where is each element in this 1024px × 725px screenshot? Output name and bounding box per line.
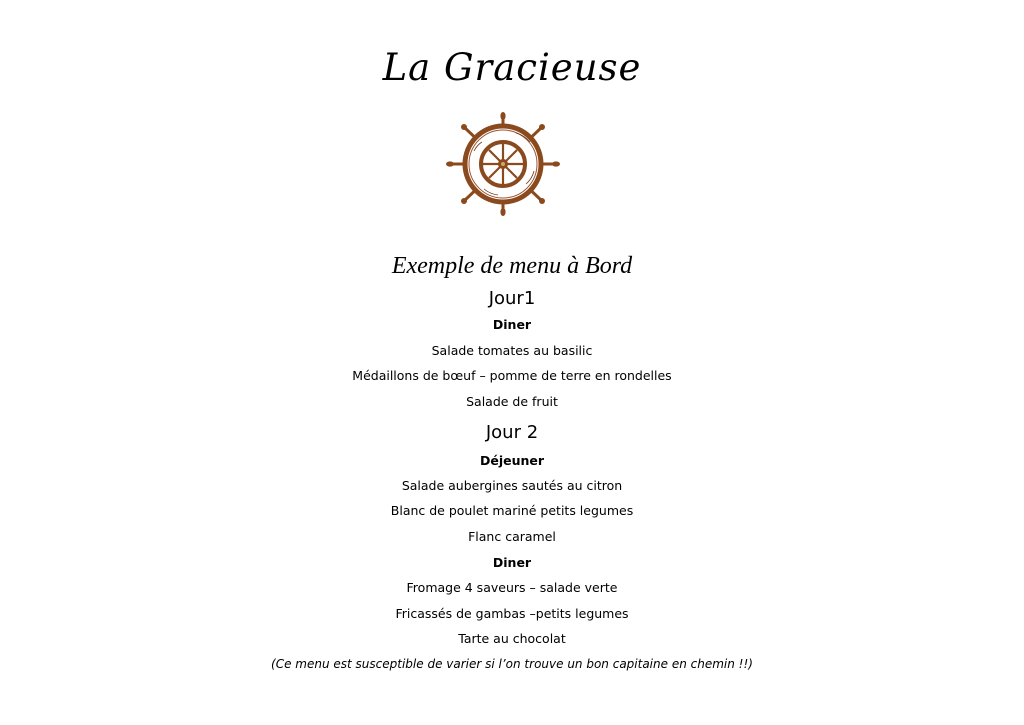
day2-heading: Jour 2 bbox=[485, 422, 539, 443]
list-item: Flanc caramel bbox=[468, 529, 556, 544]
list-item: Salade de fruit bbox=[466, 394, 558, 409]
list-item: Tarte au chocolat bbox=[458, 631, 566, 646]
list-item: Fromage 4 saveurs – salade verte bbox=[406, 580, 618, 595]
day1-meal-heading: Diner bbox=[492, 317, 532, 332]
day2-lunch-heading: Déjeuner bbox=[479, 453, 545, 468]
list-item: Salade aubergines sautés au citron bbox=[401, 478, 623, 493]
day1-heading: Jour1 bbox=[488, 288, 536, 309]
page-title: La Gracieuse bbox=[382, 46, 642, 89]
menu-note: (Ce menu est susceptible de varier si l’on trouve un bon capitaine en chemin !!) bbox=[271, 657, 753, 671]
list-item: Fricassés de gambas –petits legumes bbox=[395, 606, 629, 621]
list-item: Blanc de poulet mariné petits legumes bbox=[390, 503, 634, 518]
menu-subtitle: Exemple de menu à Bord bbox=[391, 253, 633, 279]
ship-wheel-icon bbox=[444, 111, 562, 217]
day2-dinner-heading: Diner bbox=[492, 555, 532, 570]
list-item: Médaillons de bœuf – pomme de terre en rondelles bbox=[352, 368, 672, 383]
list-item: Salade tomates au basilic bbox=[431, 343, 593, 358]
